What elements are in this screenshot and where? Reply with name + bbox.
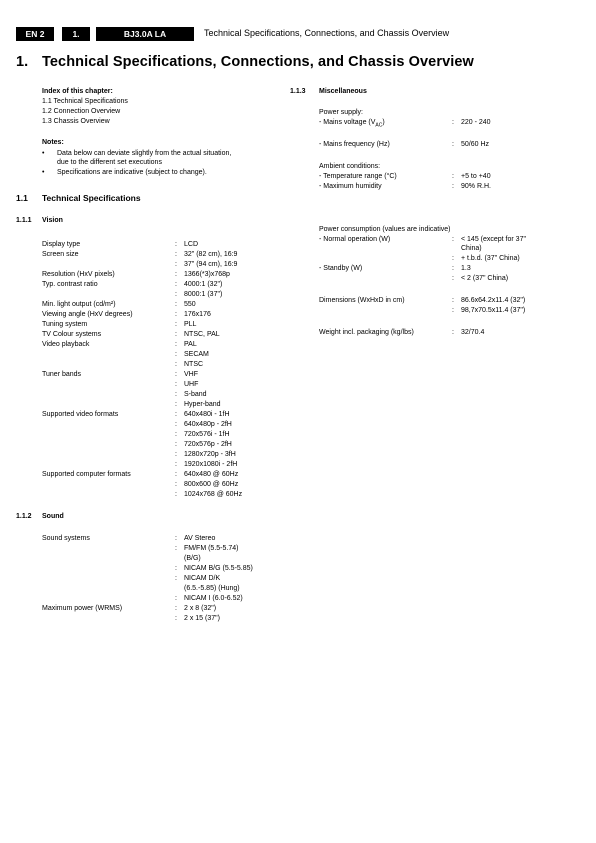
colon: :	[175, 331, 177, 338]
chapter-number: 1.	[72, 29, 80, 39]
index-heading: Index of this chapter:	[42, 88, 113, 95]
temperature-label: - Temperature range (°C)	[319, 173, 397, 180]
vision-spec-label: Screen size	[42, 251, 79, 258]
normal-operation-label: - Normal operation (W)	[319, 236, 391, 243]
note-line: Data below can deviate slightly from the actual situation,	[57, 150, 232, 157]
vision-spec-value: 8000:1 (37")	[184, 291, 223, 298]
index-item: 1.3 Chassis Overview	[42, 118, 110, 125]
vision-spec-value: 550	[184, 301, 196, 308]
vision-spec-label: Video playback	[42, 341, 90, 348]
dimensions-label: Dimensions (WxHxD in cm)	[319, 297, 405, 304]
colon: :	[175, 595, 177, 602]
vision-spec-value: 4000:1 (32")	[184, 281, 223, 288]
vision-spec-value: 640x480p - 2fH	[184, 421, 232, 428]
header-title: Technical Specifications, Connections, and Chassis Overview	[204, 28, 450, 38]
colon: :	[452, 173, 454, 180]
colon: :	[175, 411, 177, 418]
section-title: Technical Specifications	[42, 193, 141, 203]
vision-spec-value: SECAM	[184, 351, 209, 358]
mains-voltage-value: 220 - 240	[461, 119, 491, 126]
standby-value: < 2 (37" China)	[461, 275, 509, 282]
colon: :	[175, 251, 177, 258]
standby-value: 1.3	[461, 265, 471, 272]
colon: :	[175, 271, 177, 278]
colon: :	[175, 461, 177, 468]
subsection-number: 1.1.2	[16, 513, 32, 520]
vision-spec-value: 720x576i - 1fH	[184, 431, 230, 438]
note-line: due to the different set executions	[57, 159, 162, 166]
subsection-number: 1.1.3	[290, 88, 306, 95]
colon: :	[175, 431, 177, 438]
bullet-icon: •	[42, 169, 45, 176]
mains-frequency-value: 50/60 Hz	[461, 141, 490, 148]
humidity-label: - Maximum humidity	[319, 183, 382, 190]
colon: :	[175, 311, 177, 318]
vision-spec-value: 37" (94 cm), 16:9	[184, 261, 238, 268]
colon: :	[452, 119, 454, 126]
colon: :	[175, 371, 177, 378]
chapter-badge	[62, 27, 90, 41]
vision-spec-value: 32" (82 cm), 16:9	[184, 251, 238, 258]
page-code-badge	[16, 27, 54, 41]
vision-spec-value: 176x176	[184, 311, 211, 318]
power-consumption-label: Power consumption (values are indicative)	[319, 226, 451, 233]
ambient-conditions-label: Ambient conditions:	[319, 163, 381, 170]
subsection-title: Miscellaneous	[319, 88, 367, 95]
normal-operation-value: China)	[461, 245, 482, 252]
sound-spec-label: Sound systems	[42, 535, 90, 542]
colon: :	[175, 391, 177, 398]
colon: :	[175, 421, 177, 428]
colon: :	[452, 307, 454, 314]
vision-spec-label: TV Colour systems	[42, 331, 102, 338]
sound-spec-value: NICAM I (6.0-6.52)	[184, 595, 243, 602]
colon: :	[175, 615, 177, 622]
chapter-title	[16, 54, 474, 70]
dimensions-value: 86.6x64.2x11.4 (32")	[461, 297, 526, 304]
chapter-title-number: 1.	[16, 54, 29, 70]
vision-spec-value: 1920x1080i - 2fH	[184, 461, 238, 468]
colon: :	[452, 141, 454, 148]
vision-spec-value: LCD	[184, 241, 199, 248]
sound-spec-value: (B/G)	[184, 555, 201, 562]
colon: :	[452, 297, 454, 304]
vision-spec-value: PAL	[184, 341, 197, 348]
vision-spec-value: NTSC	[184, 361, 204, 368]
vision-spec-label: Resolution (HxV pixels)	[42, 271, 115, 278]
sound-spec-value: AV Stereo	[184, 535, 216, 542]
index-item: 1.1 Technical Specifications	[42, 98, 128, 105]
colon: :	[175, 261, 177, 268]
section-number: 1.1	[16, 193, 28, 203]
colon: :	[175, 341, 177, 348]
colon: :	[175, 351, 177, 358]
colon: :	[175, 301, 177, 308]
dimensions-value: 98,7x70.5x11.4 (37")	[461, 307, 526, 314]
colon: :	[175, 361, 177, 368]
model-badge	[96, 27, 194, 41]
sound-spec-value: 2 x 15 (37")	[184, 615, 220, 622]
model-code: BJ3.0A LA	[123, 29, 167, 39]
colon: :	[175, 565, 177, 572]
page-code: EN 2	[25, 29, 45, 39]
colon: :	[175, 451, 177, 458]
mains-voltage-label: - Mains voltage $(V_{AC})$	[319, 119, 385, 129]
vision-spec-label: Viewing angle (HxV degrees)	[42, 311, 133, 318]
vision-spec-value: 1366(*3)x768p	[184, 271, 230, 278]
colon: :	[175, 441, 177, 448]
colon: :	[452, 275, 454, 282]
vision-spec-value: 720x576p - 2fH	[184, 441, 232, 448]
vision-spec-value: UHF	[184, 381, 199, 388]
vision-spec-value: Hyper-band	[184, 401, 221, 408]
power-supply-label: Power supply:	[319, 109, 363, 116]
temperature-value: +5 to +40	[461, 173, 491, 180]
vision-spec-label: Supported video formats	[42, 411, 119, 418]
sound-spec-label: Maximum power (WRMS)	[42, 605, 123, 612]
colon: :	[175, 481, 177, 488]
colon: :	[175, 381, 177, 388]
colon: :	[175, 471, 177, 478]
vision-spec-value: PLL	[184, 321, 197, 328]
vision-spec-value: 800x600 @ 60Hz	[184, 481, 239, 488]
vision-spec-label: Tuning system	[42, 321, 88, 328]
index-item: 1.2 Connection Overview	[42, 108, 121, 115]
vision-spec-value: 1024x768 @ 60Hz	[184, 491, 243, 498]
sound-spec-value: (6.5.-5.85) (Hung)	[184, 585, 240, 592]
colon: :	[175, 575, 177, 582]
colon: :	[175, 491, 177, 498]
subsection-title: Vision	[42, 217, 63, 224]
colon: :	[175, 281, 177, 288]
colon: :	[452, 183, 454, 190]
colon: :	[175, 605, 177, 612]
vision-spec-label: Min. light output (cd/m²)	[42, 301, 116, 308]
vision-spec-value: 1280x720p - 3fH	[184, 451, 236, 458]
colon: :	[452, 265, 454, 272]
subsection-number: 1.1.1	[16, 217, 32, 224]
humidity-value: 90% R.H.	[461, 183, 491, 190]
notes-heading: Notes:	[42, 139, 64, 146]
colon: :	[175, 545, 177, 552]
sound-spec-value: NICAM D/K	[184, 575, 221, 582]
colon: :	[452, 255, 454, 262]
vision-spec-label: Supported computer formats	[42, 471, 131, 478]
note-line: Specifications are indicative (subject to change).	[57, 169, 207, 176]
vision-spec-label: Typ. contrast ratio	[42, 281, 98, 288]
weight-label: Weight incl. packaging (kg/lbs)	[319, 329, 414, 336]
vision-spec-value: 640x480 @ 60Hz	[184, 471, 239, 478]
colon: :	[452, 329, 454, 336]
normal-operation-value: < 145 (except for 37"	[461, 236, 526, 243]
sound-spec-value: NICAM B/G (5.5-5.85)	[184, 565, 253, 572]
weight-value: 32/70.4	[461, 329, 485, 336]
colon: :	[175, 241, 177, 248]
vision-spec-value: S-band	[184, 391, 207, 398]
subsection-title: Sound	[42, 513, 64, 520]
normal-operation-value: + t.b.d. (37" China)	[461, 255, 520, 262]
vision-spec-label: Display type	[42, 241, 81, 248]
vision-spec-value: VHF	[184, 371, 198, 378]
vision-spec-value: NTSC, PAL	[184, 331, 220, 338]
colon: :	[452, 236, 454, 243]
vision-spec-label: Tuner bands	[42, 371, 82, 378]
colon: :	[175, 535, 177, 542]
chapter-title-text: Technical Specifications, Connections, and Chassis Overview	[42, 54, 474, 70]
standby-label: - Standby (W)	[319, 265, 363, 272]
colon: :	[175, 401, 177, 408]
mains-frequency-label: - Mains frequency (Hz)	[319, 141, 390, 148]
colon: :	[175, 291, 177, 298]
bullet-icon: •	[42, 150, 45, 157]
vision-spec-value: 640x480i - 1fH	[184, 411, 230, 418]
sound-spec-value: 2 x 8 (32")	[184, 605, 217, 612]
colon: :	[175, 321, 177, 328]
sound-spec-value: FM/FM (5.5-5.74)	[184, 545, 239, 552]
